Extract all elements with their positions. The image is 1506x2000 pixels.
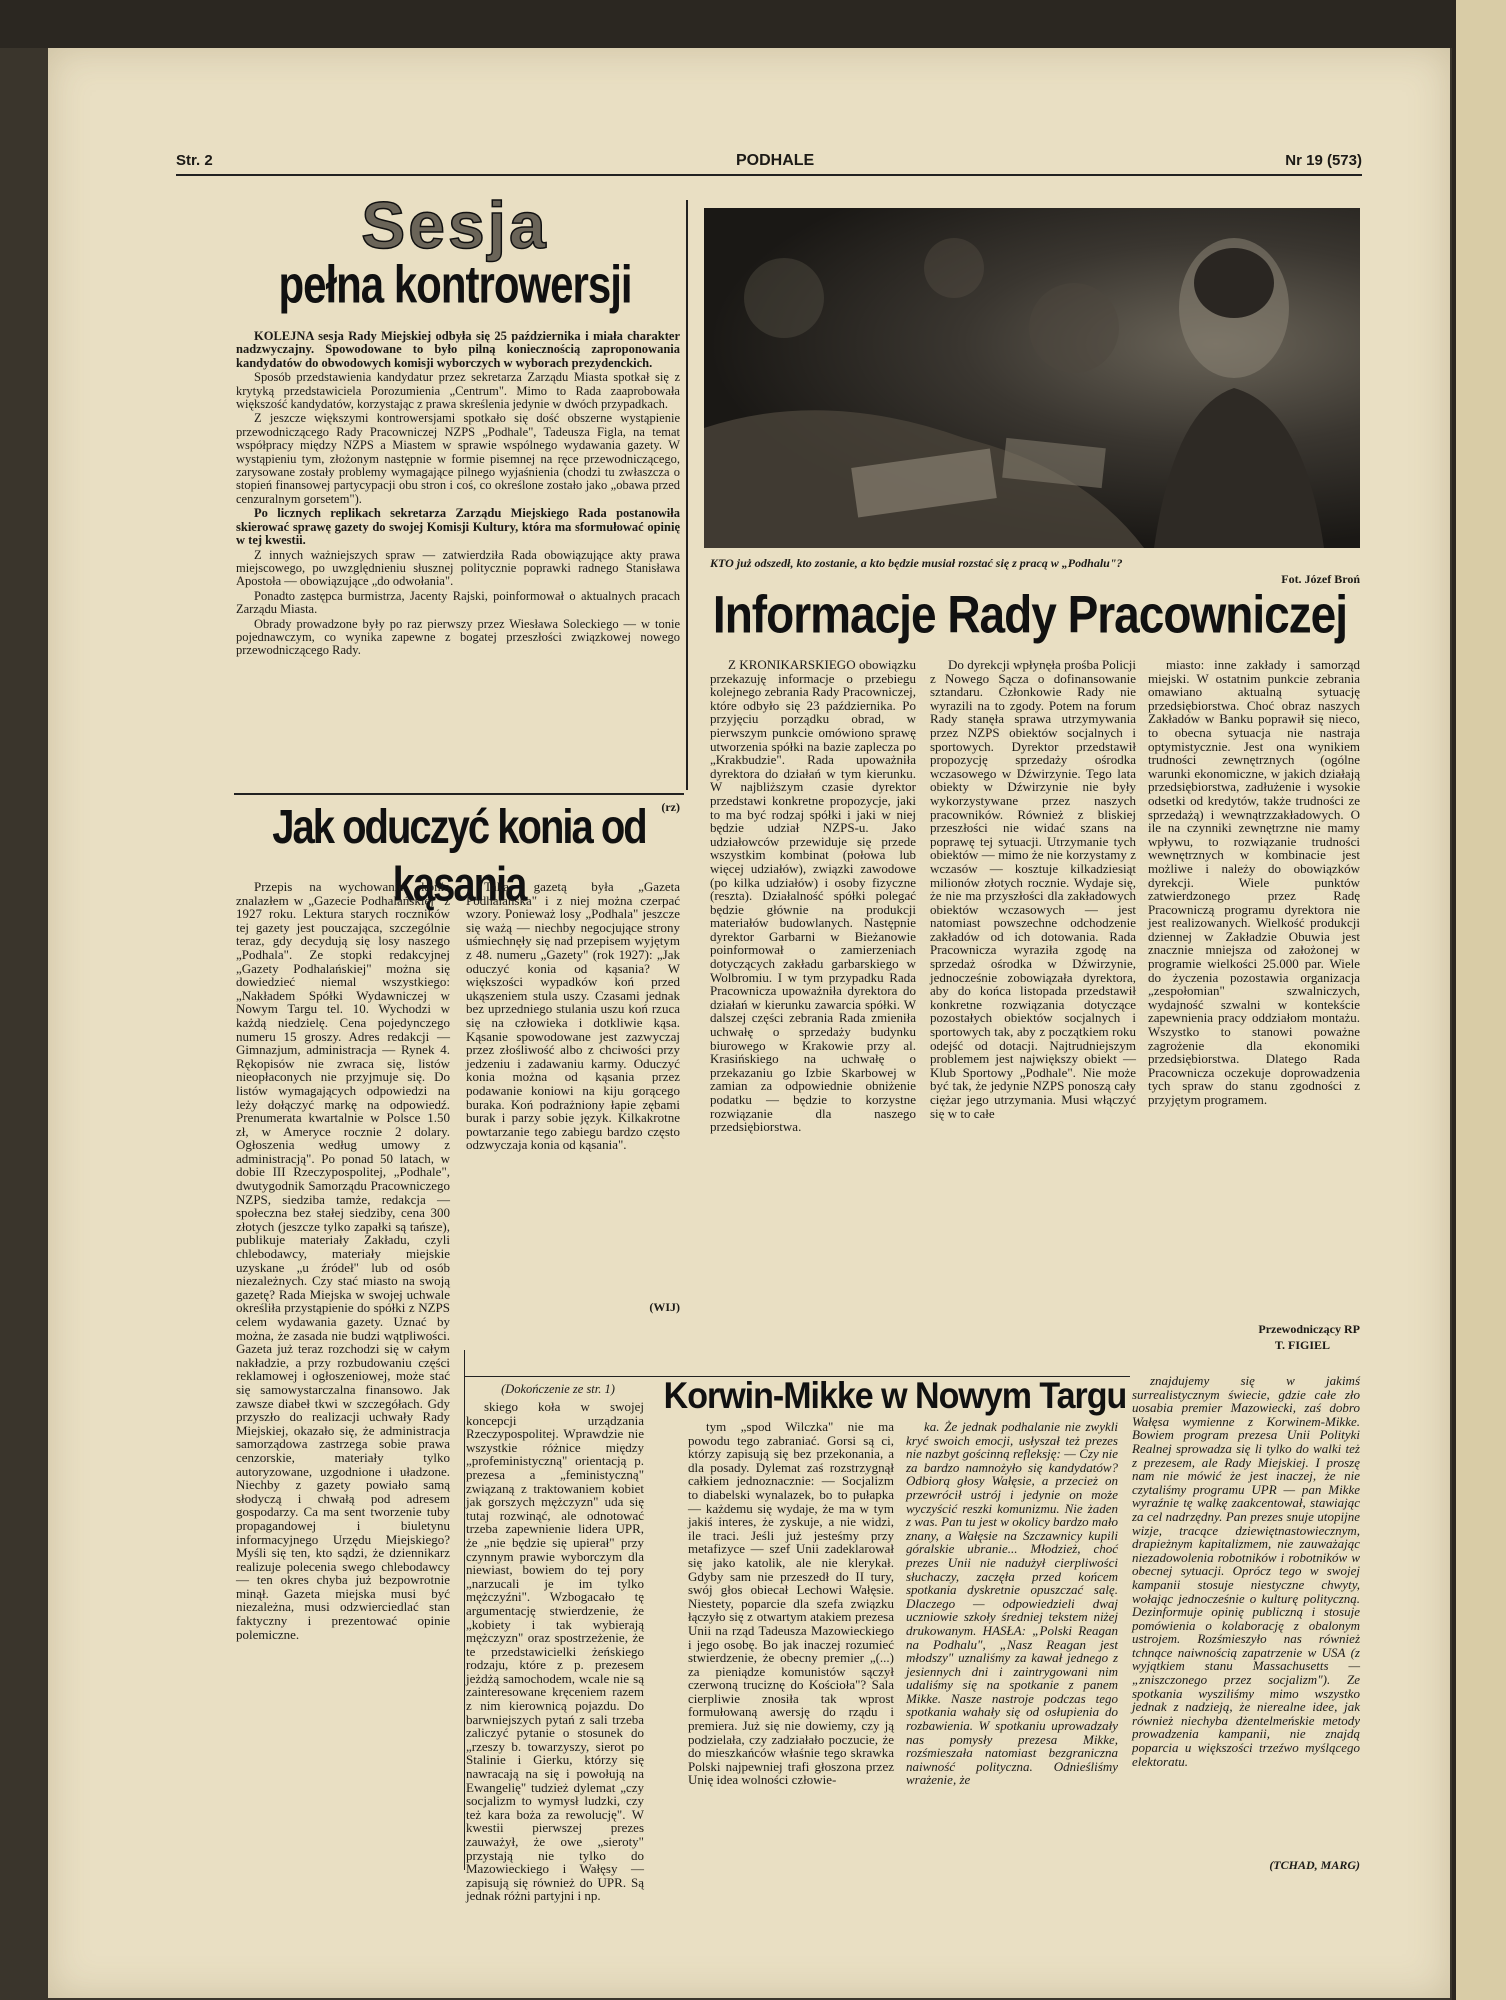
page-header [176, 148, 1362, 176]
column-rule [686, 200, 688, 790]
sesja-title: Sesja [361, 188, 549, 262]
photo-caption: KTO już odszedł, kto zostanie, a kto będzie musiał rozstać się z pracą w „Podhalu"? [710, 556, 1123, 570]
korwin-column-4 [1132, 1374, 1360, 1856]
paragraph: Z KRONIKARSKIEGO obowiązku przekazuję informacje o przebiegu kolejnego zebrania Rady Pracowniczej, które odbyło się 23 października. Po przyjęciu porządku obrad, w pierwszym punkcie omówiono sprawę utworzenia spółki na bazie zaplecza po „Krakbudzie". Rada upoważniła dyrektora do działań w tym kierunku. W najbliższym czasie dyrektor przedstawi konkretne propozycje, jaki to ma być rodzaj spółki i jaki w niej będzie udział NZPS-u. Jako udziałowców przewiduje się przede wszystkim kombinat (połowa lub więcej udziałów), związki zawodowe (po kilka udziałów) i osoby fizyczne (reszta). Działalność spółki polegać będzie głównie na produkcji materiałów budowlanych. Następnie dyrektor Garbarni w Bieżanowie poinformował o zamierzeniach dotyczących zakładu garbarskiego w Wolbromiu. I w tym przypadku Rada Pracownicza upoważniła dyrektora do działań w kierunku zawarcia spółki. W dalszej części zebrania Rada zmieniła uchwałę o sprzedaży budynku biurowego w Krakowie przy al. Krasińskiego na uchwałę o przekazaniu go Izbie Skarbowej w zamian za odpowiednie obniżenie podatku — będzie to korzystne rozwiązanie dla naszego przedsiębiorstwa. [710, 657, 916, 1135]
photo-illustration [704, 208, 1360, 548]
photo-credit: Fot. Józef Broń [1281, 572, 1360, 586]
kon-column-1 [236, 880, 450, 1880]
sesja-subtitle: pełna kontrowersji [278, 255, 632, 314]
paragraph: Obrady prowadzone były po raz pierwszy przez Wiesława Soleckiego — w tonie pojednawczym, co wynika zapewne z bogatej przeszłości związkowej nowego przewodniczącego Rady. [236, 616, 680, 658]
paragraph: Przepis na wychowanie konia znalazłem w „Gazecie Podhalańskiej" z 1927 roku. Lektura starych roczników tej gazety jest pouczająca, szczególnie teraz, gdy decydują się losy naszego „Podhala". Ze stopki redakcyjnej „Gazety Podhalańskiej" można się dowiedzieć niemal wszystkiego: „Nakładem Spółki Wydawniczej w Nowym Targu tel. 10. Wychodzi w każdą niedzielę. Cena pojedynczego numeru 15 groszy. Adres redakcji — Gimnazjum, administracja — Rynek 4. Rękopisów nie zwraca się, listów nieopłaconych nie przyjmuje się. Do listów wymagających odpowiedzi na leży dołączyć markę na odpowiedź. Prenumerata kwartalnie w Polsce 1.50 zł, w Ameryce rocznie 2 dolary. Ogłoszenia według umowy z administracją". Po ponad 50 latach, w dobie III Rzeczypospolitej, „Podhale", dwutygodnik Samorządu Pracowniczego NZPS, siedziba tamże, redakcja — społeczna bez stałej siedziby, cena 300 złotych (jeszcze tylko zapałki są tańsze), publikuje materiały Zakładu, czyli chlebodawcy, materiały miejskie uzyskane „u źródeł" lub od osób niezależnych. Czy stać miasto na swoją gazetę? Rada Miejska w swojej uchwale określiła przystąpienie do spółki z NZPS celem wydawania gazety. Uznać by można, że zasada nie budzi wątpliwości. Gazeta już teraz rozchodzi się w całym nakładzie, a przy rozbudowaniu części reklamowej i ogłoszeniowej, może stać się samowystarczalna finansowo. Jak zawsze diabeł tkwi w szczegółach. Gdy przyszło do realizacji uchwały Rady Miejskiej, okazało się, że administracja samorządowa zastrzega sobie prawa cenzorskie, materiały tylko autoryzowane, uzgodnione i uładzone. Niechby z gazety powiało samą słodyczą i chwałą pod adresem gospodarzy. Ca ma sent tworzenie tuby propagandowej i biuletynu informacyjnego Urzędu Miejskiego? Myśli się ten, kto sądzi, że dziennikarz realizuje polecenia swego chlebodawcy — ten okres chyba już bezpowrotnie minął. Gazeta miejska musi być niezależna, musi odzwierciedlać stan faktyczny i prezentować opinie polemiczne. [236, 879, 450, 1642]
news-photo [704, 208, 1360, 548]
continuation-note: (Dokończenie ze str. 1) [501, 1382, 615, 1396]
paragraph: Z innych ważniejszych spraw — zatwierdziła Rada obowiązujące akty prawa miejscowego, po uwzględnieniu słusznej politycznie poprawki radnego Stanisława Apostoła — obowiązujące „do odwołania". [236, 547, 680, 589]
paragraph: Ponadto zastępca burmistrza, Jacenty Rajski, poinformował o aktualnych pracach Zarządu Miasta. [236, 588, 680, 617]
korwin-column-3 [906, 1420, 1118, 1872]
kon-signature: (WIJ) [649, 1300, 680, 1314]
column-rule [464, 1350, 465, 1870]
issue-number: Nr 19 (573) [1285, 152, 1362, 169]
korwin-signature: (TCHAD, MARG) [1269, 1858, 1360, 1872]
sesja-signature: (rz) [661, 800, 680, 814]
rada-title: Informacje Rady Pracowniczej [712, 584, 1348, 644]
paragraph: Z jeszcze większymi kontrowersjami spotkało się dość obszerne wystąpienie przewodniczącego Rady Pracowniczej NZPS „Podhale", Tadeusza Figla, na temat współpracy między NZPS a Miastem w sprawie wspólnego wydawania gazety. W wystąpieniu tym, złożonym następnie w formie pisemnej na ręce przewodniczącego, zarysowane zostały problemy wymagające pilnego wyjaśnienia (chodzi tu zwłaszcza o stopień finansowej partycypacji obu stron i coś, co określone zostało jako „obawa przed cenzuralnym gorsetem"). [236, 411, 680, 506]
korwin-column-2 [688, 1420, 894, 1872]
korwin-column-1 [466, 1399, 644, 1904]
paragraph: Do dyrekcji wpłynęła prośba Policji z Nowego Sącza o dofinansowanie sztandaru. Członkowie Rady nie wyrazili na to zgody. Potem na forum Rady stanęła sprawa utrzymywania przez NZPS obiektów socjalnych i sportowych. Dyrektor przedstawił propozycję sprzedaży ośrodka wczasowego w Dźwirzynie. Tego lata obiekty w Dźwirzynie nie były wykorzystywane przez naszych pracowników. Również z bliskiej przeszłości nie widać szans na poprawę tej sytuacji. Utrzymanie tych obiektów — mimo że nie korzystamy z wczasów — kosztuje kilkadziesiąt milionów złotych rocznie. Wydaje się, że nie ma przyszłości dla zakładowych obiektów wczasowych — jest natomiast powszechne odchodzenie zakładów od ich dotowania. Rada Pracownicza wyraziła zgodę na sprzedaż ośrodka w Dźwirzynie, jednocześnie zobowiązała dyrektora, aby do końca listopada przedstawił konkretne rozwiązania dotyczące pozostałych obiektów socjalnych i sportowych tak, aby z początkiem roku odejść od dotacji. Najtrudniejszym problemem jest największy obiekt — Klub Sportowy „Podhale". Nie może być tak, że jedynie NZPS ponoszą cały ciężar jego utrzymania. Musi włączyć się w to całe [930, 657, 1136, 1121]
page-number: Str. 2 [176, 152, 213, 169]
rada-column-2 [930, 658, 1136, 1370]
rada-column-3 [1148, 658, 1360, 1318]
paragraph: skiego koła w swojej koncepcji urządzania Rzeczypospolitej. Wprawdzie nie wszystkie różnice między „profeministyczną" orientacją p. prezesa a „feministyczną" związaną z traktowaniem kobiet jak gorszych mężczyzn" uda się tutaj rozwinąć, ale odnotować trzeba zapewnienie lidera UPR, że „nie będzie się upierał" przy czynnym prawie wyborczym dla niewiast, bowiem do tej pory „narzucali je im tylko mężczyźni". Wzbogacało tę argumentację stwierdzenie, że „kobiety i tak wybierają mężczyzn" oraz spostrzeżenie, że te przedstawicielki żeńskiego rodzaju, które z p. prezesem jeżdżą samochodem, wcale nie są zainteresowane kręceniem razem z nim kierownicą pojazdu. Do barwniejszych pytań z sali trzeba zaliczyć pytanie o stosunek do „rzeszy b. towarzyszy, sierot po Stalinie i Gierku, którzy się nawracają na się i powołują na Ewangelię" tudzież dylemat „czy socjalizm to wymysł ludzki, czy też kara boża za rewolucję". W kwestii pierwszej prezes zauważył, że owe „sieroty" przystają nie tylko do Mazowieckiego i Wałęsy — zapisują się również do UPR. Są jednak różni partyjni i np. [466, 1399, 644, 1904]
paragraph: znajdujemy się w jakimś surrealistycznym świecie, gdzie całe zło uosabia premier Mazowiecki, zaś dobro Wałęsa wymienne z Korwinem-Mikke. Bowiem program prezesa Unii Polityki Realnej sprowadza się li tylko do walki też z prezesem, ale Rady Miejskiej. I proszę nam nie mówić że jest inaczej, że nie czytaliśmy programu UPR — pan Mikke wyraźnie tę walkę zaakcentował, stawiając za cel nadrzędny. Pan prezes snuje utopijne wizje, tracące dziewiętnastowiecznym, drapieżnym kapitalizmem, nie zauważając niezadowolenia robotników i robotników w obecnej sytuacji. Oprócz tego w swojej kampanii stosuje niestyczne chwyty, wołając jednocześnie o kulturę polityczną. Dezinformuje opinię publiczną i stosuje pomówienia o kolaborację z obalonym ustrojem. Rozśmieszyło nas również tchnące naiwnością zapatrzenie w USA (z wyjątkiem stanu Massachusetts — „zniszczonego przez socjalizm"). Ze spotkania wysziliśmy mimo wszystko jednak z nadzieją, że nierealne idee, jak również niechyba dżentelmeńskie metody prowadzenia kampanii, nie znajdą poparcia u większości trzeźwo myślącego elektoratu. [1132, 1373, 1360, 1769]
paragraph: tym „spod Wilczka" nie ma powodu tego zabraniać. Gorsi są ci, którzy zapisują się bez przekonania, a dla posady. Dylemat zaś rozstrzygnął całkiem jednoznacznie: — Socjalizm to diabelski wynalazek, bo to pułapka — każdemu się wydaje, że ma w tym jakiś interes, że zyskuje, a nie widzi, ile traci. Jeśli już jesteśmy przy metafizyce — szef Unii zadeklarował się jako katolik, ale nie klerykał. Gdyby sam nie przeszedł do II tury, swój głos obiecał Lechowi Wałęsie. Niestety, poparcie dla szefa związku łączyło się z otwartym atakiem prezesa Unii na rząd Tadeusza Mazowieckiego i jego osobę. Bo jak inaczej rozumieć stwierdzenie, że obecny premier „(...) za pieniądze komunistów sączył czerwoną truciznę do Kościoła"? Sala cierpliwie znosiła tak wprost formułowaną awersję do rządu i premiera. Już się nie dowiemy, czy ją podzielała, czy zadziałało poczucie, że do mieszkańców właśnie tego skrawka Polski najpewniej trafi głoszona przez Unię idea wolności człowie- [688, 1419, 894, 1788]
adjacent-page-edge [1452, 0, 1506, 2000]
scanner-background-top [0, 0, 1452, 48]
paragraph: KOLEJNA sesja Rady Miejskiej odbyła się 25 października i miała charakter nadzwyczajny. Spowodowane to było pilną koniecznością zaproponowania kandydatów do obwodowych komisji wyborczych w wyborach prezydenckich. [236, 329, 680, 370]
rada-signature-role: Przewodniczący RP [1258, 1322, 1360, 1336]
rada-column-1 [710, 658, 916, 1370]
paragraph: Po licznych replikach sekretarza Zarządu Miejskiego Rada postanowiła skierować sprawę gazety do swojej Komisji Kultury, która ma sformułować opinię w tej kwestii. [236, 506, 680, 548]
rada-signature-name: T. FIGIEL [1274, 1338, 1330, 1352]
paragraph: miasto: inne zakłady i samorząd miejski. W ostatnim punkcie zebrania omawiano aktualną sytuację przedsiębiorstwa. Choć obraz naszych Zakładów w Banku poprawił się nieco, to obecna sytuacja nie nastraja optymistycznie. Jest ona wynikiem trudności zewnętrznych (ogólne warunki ekonomiczne, w jakich działają przedsiębiorstwa, zadłużenie i wysokie odsetki od kredytów, także trudności ze sprzedażą) i wewnątrzzakładowych. O ile na czynniki zewnętrzne nie mamy wpływu, to rozwiązanie trudności wewnętrznych w kombinacie jest możliwe i należy do obowiązków dyrekcji. Wiele punktów zatwierdzonego przez Radę Pracowniczą programu dyrektora nie jest realizowanych. Wielkość produkcji dziennej w Zakładzie Obuwia jest znacznie mniejsza od założonej w programie wielkości 25.000 par. Wiele do życzenia pozostawia organizacja „zespołomian" szwalniczych, wydajność szwalni w kontekście zapewnienia pracy oddziałom montażu. Wszystko to stanowi poważne zagrożenie dla ekonomiki przedsiębiorstwa. Dlatego Rada Pracownicza oczekuje doprowadzenia tych spraw do stanu zgodności z przyjętym programem. [1148, 657, 1360, 1107]
paragraph: ka. Że jednak podhalanie nie zwykli kryć swoich emocji, usłyszał też prezes nie nazbyt gościnną refleksję: — Czy nie za bardzo namnożyło się kandydatów? Odbiorą głosy Wałęsie, a przecież on przewrócił ustrój i jedynie on może wyczyścić reszki komunizmu. Nie żaden z was. Pan tu jest w okolicy bardzo mało znany, a Wałęsie na Szczawnicy kupili góralskie ubranie... Młodzież, choć prezes Unii nie nadużył cierpliwości słuchaczy, zaczęła przed końcem spotkania dyskretnie opuszczać salę. Dlaczego — odpowiedzieli dwaj uczniowie szkoły średniej tekstem niżej drukowanym. HASŁA: „Polski Reagan na Podhalu", „Nasz Reagan jest młodszy" uznaliśmy za kawał jednego z jesiennych dni i zaintrygowani nim udaliśmy się na spotkanie z panem Mikke. Nasze nastroje podczas tego spotkania wahały się od osłupienia do rozbawienia. W spotkaniu uprowadzały nas pomysły prezesa Mikke, rozśmieszała natomiast bezgraniczna naiwność polityczna. Odnieśliśmy wrażenie, że [906, 1419, 1118, 1788]
newspaper-title: PODHALE [736, 152, 815, 169]
kon-column-2 [466, 880, 680, 1298]
sesja-article-body [236, 330, 680, 812]
paragraph: Sposób przedstawienia kandydatur przez sekretarza Zarządu Miasta spotkał się z krytyką przedstawiciela Porozumienia „Centrum". Mimo to Rada zaaprobowała większość kandydatów, korzystając z prawa skreślenia jedynie w dwóch przypadkach. [236, 370, 680, 412]
paragraph: Taką gazetą była „Gazeta Podhalańska" i z niej można czerpać wzory. Ponieważ losy „Podhala" jeszcze się ważą — niechby negocjujące strony uśmiechnęły się nad przepisem wyjętym z 48. numeru „Gazety" (rok 1927): „Jak oduczyć konia od kąsania? W większości wypadków koń przed ukąszeniem stula uszy. Czasami jednak bez uprzedniego stulania uszu koń rzuca się na człowieka i dotkliwie kąsa. Kąsanie spowodowane jest zazwyczaj przez złośliwość albo z chciwości przy jedzeniu i zadawaniu karmy. Oduczyć konia można od kąsania przez podawanie koniowi na kiju gorącego buraka. Koń podrażniony łapie zębami burak i parzy sobie język. Kilkakrotne powtarzanie tego zabiegu bardzo często odzwyczaja konia od kąsania". [466, 879, 680, 1153]
korwin-title: Korwin-Mikke w Nowym Targu [663, 1375, 1127, 1417]
kon-title: Jak oduczyć konia od kąsania [272, 800, 646, 912]
